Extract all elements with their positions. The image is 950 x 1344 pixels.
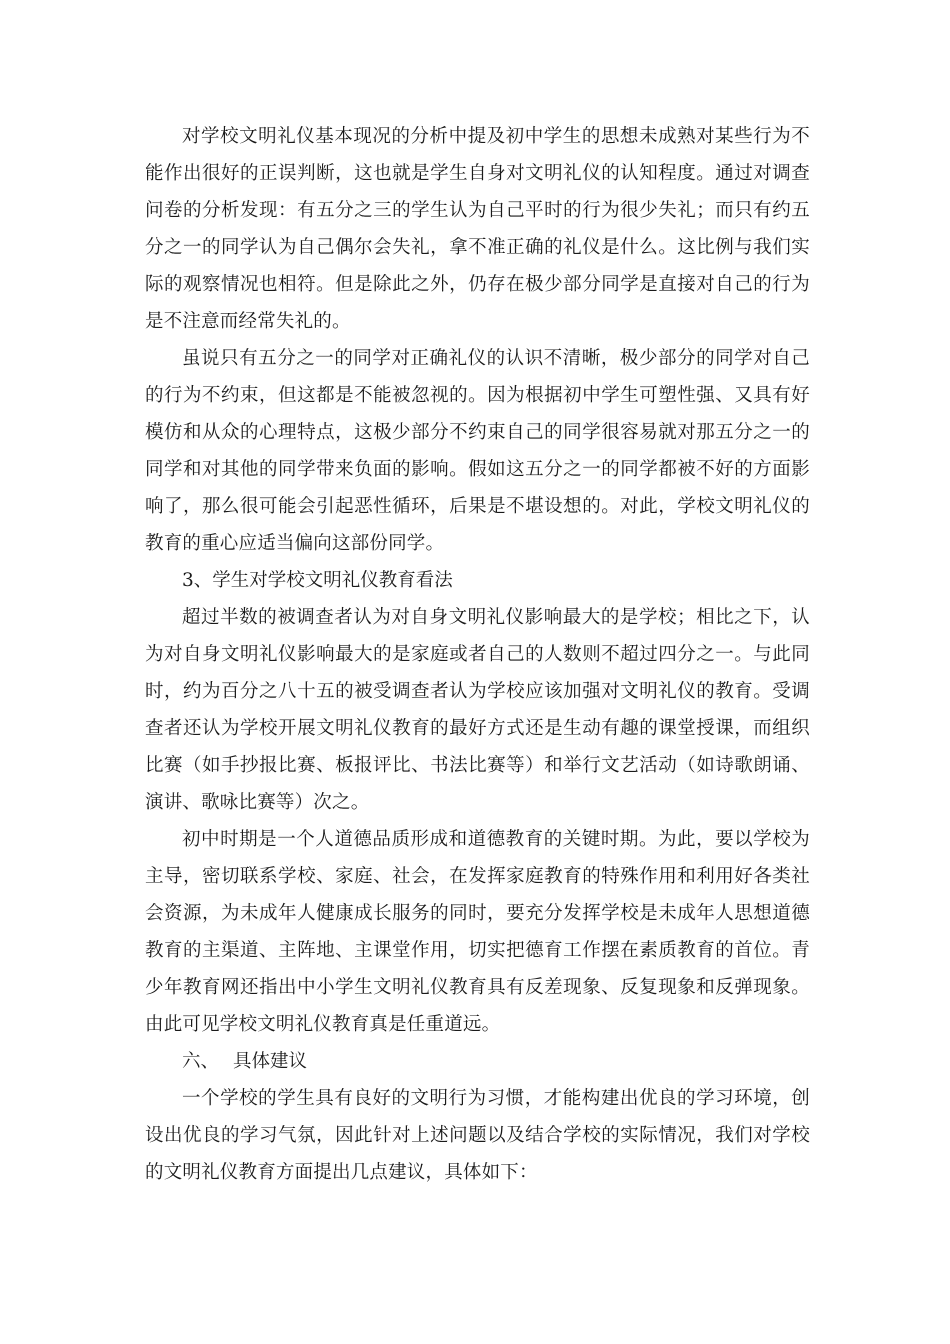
- paragraph-minority-influence: 虽说只有五分之一的同学对正确礼仪的认识不清晰，极少部分的同学对自己的行为不约束，但这都是不能被忽视的。因为根据初中学生可塑性强、又具有好模仿和从众的心理特点，这极少部分不约束自己的同学很容易就对那五分之一的同学和对其他的同学带来负面的影响。假如这五分之一的同学都被不好的方面影响了，那么很可能会引起恶性循环，后果是不堪设想的。对此，学校文明礼仪的教育的重心应适当偏向这部份同学。: [145, 348, 810, 554]
- subheading-student-views: 3、学生对学校文明礼仪教育看法: [182, 570, 453, 591]
- section-title: 具体建议: [233, 1051, 308, 1072]
- paragraph-survey-results: 超过半数的被调查者认为对自身文明礼仪影响最大的是学校；相比之下，认为对自身文明礼仪影响最大的是家庭或者自己的人数则不超过四分之一。与此同时，约为百分之八十五的被受调查者认为学校应该加强对文明礼仪的教育。受调查者还认为学校开展文明礼仪教育的最好方式还是生动有趣的课堂授课，而组织比赛（如手抄报比赛、板报评比、书法比赛等）和举行文艺活动（如诗歌朗诵、演讲、歌咏比赛等）次之。: [145, 607, 810, 813]
- section-heading-suggestions: [145, 1043, 810, 1080]
- paragraph-suggestions-intro: 一个学校的学生具有良好的文明行为习惯，才能构建出优良的学习环境，创设出优良的学习气氛，因此针对上述问题以及结合学校的实际情况，我们对学校的文明礼仪教育方面提出几点建议，具体如下：: [145, 1088, 810, 1183]
- document-page: [145, 118, 810, 1191]
- section-number: 六、: [182, 1051, 220, 1072]
- paragraph-junior-high-period: 初中时期是一个人道德品质形成和道德教育的关键时期。为此，要以学校为主导，密切联系学校、家庭、社会，在发挥家庭教育的特殊作用和利用好各类社会资源，为未成年人健康成长服务的同时，要充分发挥学校是未成年人思想道德教育的主渠道、主阵地、主课堂作用，切实把德育工作摆在素质教育的首位。青少年教育网还指出中小学生文明礼仪教育具有反差现象、反复现象和反弹现象。由此可见学校文明礼仪教育真是任重道远。: [145, 829, 810, 1035]
- paragraph-cognition-analysis: 对学校文明礼仪基本现况的分析中提及初中学生的思想未成熟对某些行为不能作出很好的正误判断，这也就是学生自身对文明礼仪的认知程度。通过对调查问卷的分析发现：有五分之三的学生认为自己平时的行为很少失礼；而只有约五分之一的同学认为自己偶尔会失礼，拿不准正确的礼仪是什么。这比例与我们实际的观察情况也相符。但是除此之外，仍存在极少部分同学是直接对自己的行为是不注意而经常失礼的。: [145, 126, 810, 332]
